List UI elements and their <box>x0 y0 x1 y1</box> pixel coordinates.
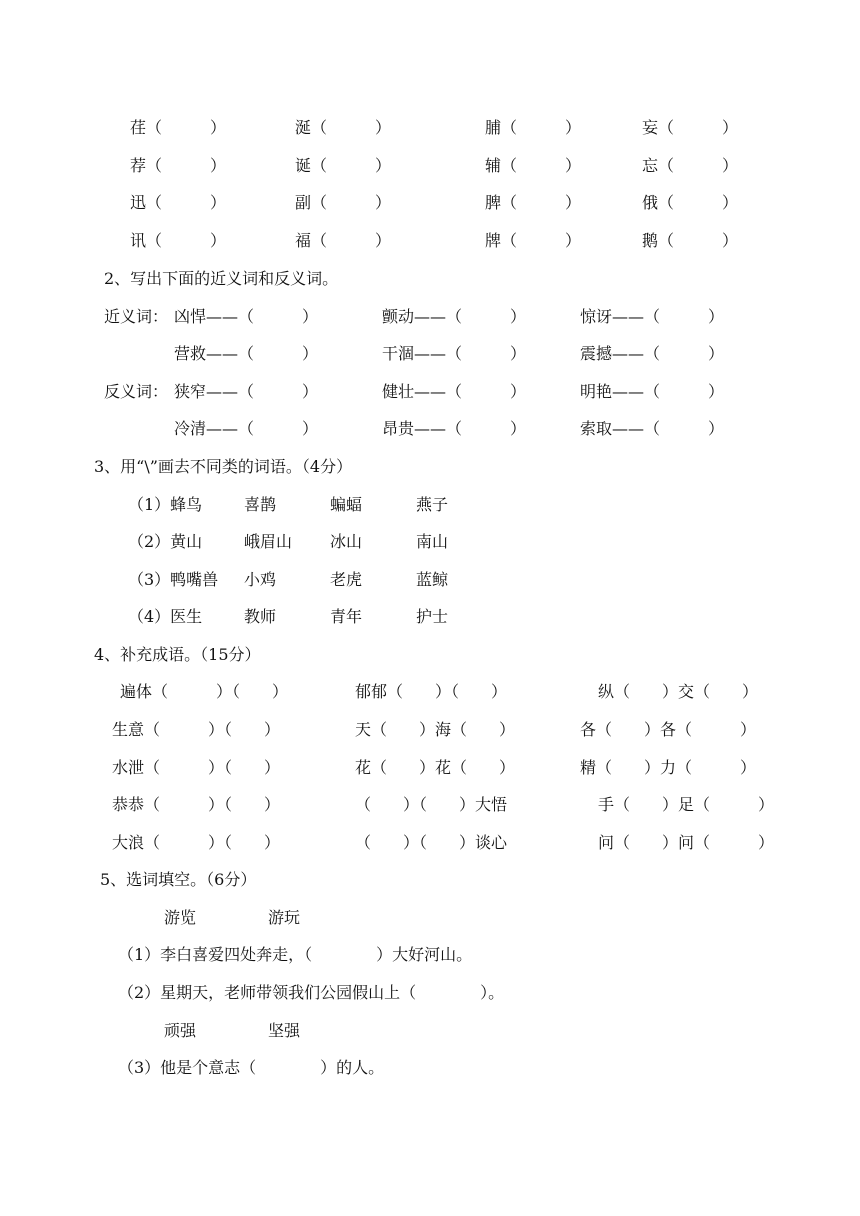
synonym-item: 干涸——（ ） <box>382 344 527 363</box>
sentence-3: （3）他是个意志（ ）的人。 <box>118 1058 385 1077</box>
idiom-item: 精（ ）力（ ） <box>580 758 757 777</box>
antonym-item: 健壮——（ ） <box>382 382 527 401</box>
word-item: （1）蜂鸟 <box>128 495 203 514</box>
sentence-1: （1）李白喜爱四处奔走，（ ）大好河山。 <box>118 945 473 964</box>
word-item: 峨眉山 <box>244 532 293 551</box>
q3-title: 3、用“\”画去不同类的词语。（4分） <box>94 457 353 476</box>
idiom-item: （ ）（ ）谈心 <box>355 833 508 852</box>
idiom-item: 水泄（ ）（ ） <box>112 758 281 777</box>
idiom-item: 大浪（ ）（ ） <box>112 833 281 852</box>
antonym-item: 冷清——（ ） <box>174 419 319 438</box>
word-item: 蝙蝠 <box>330 495 363 514</box>
choice-word: 坚强 <box>268 1021 301 1040</box>
idiom-item: 郁郁（ ）（ ） <box>355 682 508 701</box>
idiom-item: 各（ ）各（ ） <box>580 720 757 739</box>
char-item: 福（ ） <box>295 231 392 250</box>
word-item: 南山 <box>416 532 449 551</box>
idiom-item: 恭恭（ ）（ ） <box>112 795 281 814</box>
idiom-item: （ ）（ ）大悟 <box>355 795 508 814</box>
idiom-item: 问（ ）问（ ） <box>598 833 775 852</box>
char-item: 荏（ ） <box>130 118 227 137</box>
synonym-item: 颤动——（ ） <box>382 307 527 326</box>
char-item: 俄（ ） <box>642 193 739 212</box>
choice-word: 游览 <box>164 908 197 927</box>
word-item: （2）黄山 <box>128 532 203 551</box>
sentence-2: （2）星期天，老师带领我们公园假山上（ ）。 <box>118 983 505 1002</box>
word-item: 护士 <box>416 607 449 626</box>
idiom-item: 遍体（ ）（ ） <box>120 682 289 701</box>
char-item: 牌（ ） <box>485 231 582 250</box>
word-item: 燕子 <box>416 495 449 514</box>
char-item: 讯（ ） <box>130 231 227 250</box>
q2-title: 2、写出下面的近义词和反义词。 <box>104 269 339 288</box>
word-item: 青年 <box>330 607 363 626</box>
synonym-item: 震撼——（ ） <box>580 344 725 363</box>
word-item: （3）鸭嘴兽 <box>128 570 219 589</box>
char-item: 鹅（ ） <box>642 231 739 250</box>
char-item: 荐（ ） <box>130 156 227 175</box>
idiom-item: 纵（ ）交（ ） <box>598 682 759 701</box>
idiom-item: 手（ ）足（ ） <box>598 795 775 814</box>
word-item: 老虎 <box>330 570 363 589</box>
idiom-item: 生意（ ）（ ） <box>112 720 281 739</box>
char-item: 涎（ ） <box>295 118 392 137</box>
synonym-item: 凶悍——（ ） <box>174 307 319 326</box>
antonym-item: 昂贵——（ ） <box>382 419 527 438</box>
word-item: 小鸡 <box>244 570 277 589</box>
char-item: 诞（ ） <box>295 156 392 175</box>
char-item: 脾（ ） <box>485 193 582 212</box>
word-item: 蓝鲸 <box>416 570 449 589</box>
antonym-item: 狭窄——（ ） <box>174 382 319 401</box>
synonym-label: 近义词： <box>104 307 169 326</box>
q5-title: 5、选词填空。（6分） <box>100 870 257 889</box>
idiom-item: 花（ ）花（ ） <box>355 758 516 777</box>
char-item: 妄（ ） <box>642 118 739 137</box>
char-item: 忘（ ） <box>642 156 739 175</box>
word-item: 教师 <box>244 607 277 626</box>
choice-word: 游玩 <box>268 908 301 927</box>
char-item: 副（ ） <box>295 193 392 212</box>
choice-word: 顽强 <box>164 1021 197 1040</box>
antonym-item: 索取——（ ） <box>580 419 725 438</box>
word-item: 喜鹊 <box>244 495 277 514</box>
synonym-item: 惊讶——（ ） <box>580 307 725 326</box>
idiom-item: 天（ ）海（ ） <box>355 720 516 739</box>
char-item: 辅（ ） <box>485 156 582 175</box>
word-item: （4）医生 <box>128 607 203 626</box>
char-item: 迅（ ） <box>130 193 227 212</box>
word-item: 冰山 <box>330 532 363 551</box>
antonym-label: 反义词： <box>104 382 169 401</box>
char-item: 脯（ ） <box>485 118 582 137</box>
q4-title: 4、补充成语。（15分） <box>94 645 261 664</box>
synonym-item: 营救——（ ） <box>174 344 319 363</box>
antonym-item: 明艳——（ ） <box>580 382 725 401</box>
